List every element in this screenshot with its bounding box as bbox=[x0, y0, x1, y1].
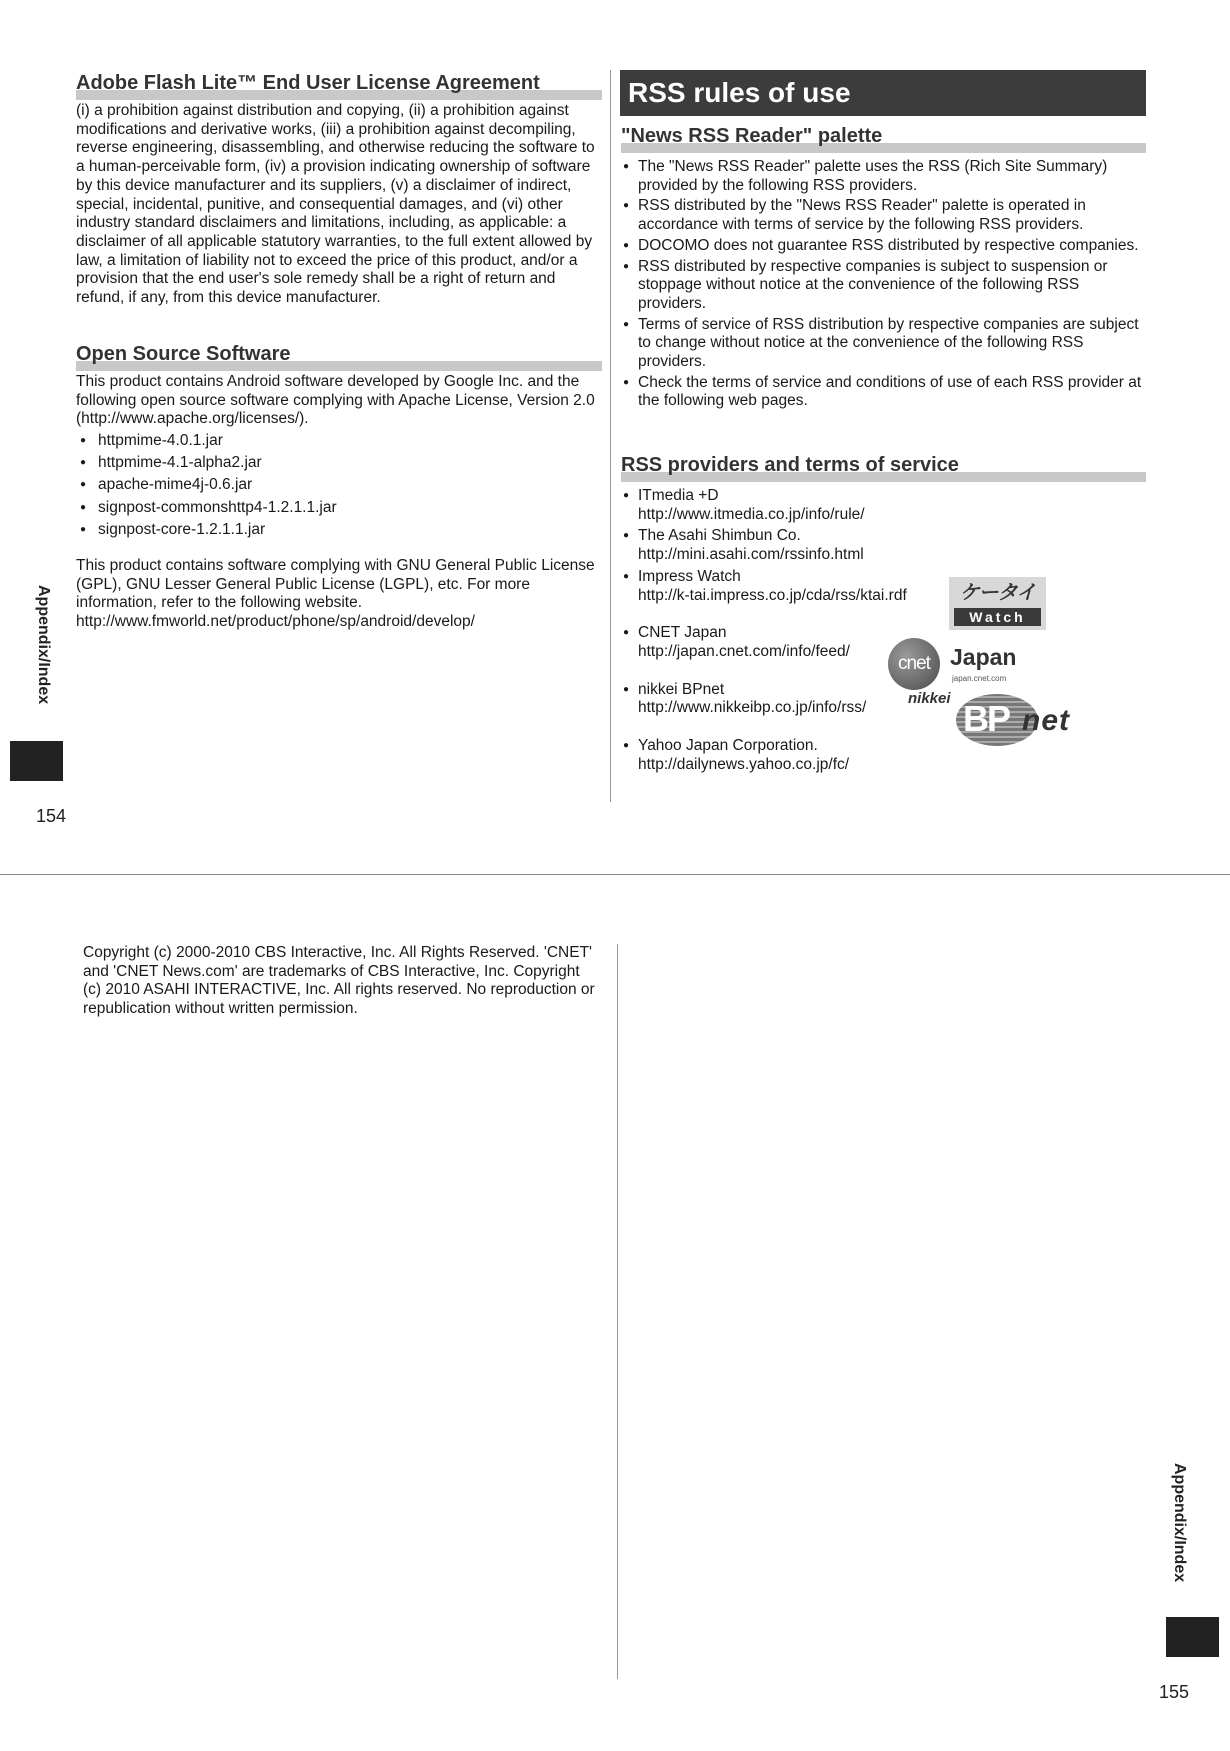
adobe-body: (i) a prohibition against distribution and copying, (ii) a prohibition against modifications and derivative works, (iii) a prohibition against decompiling, reverse engineering, disassembling, and otherwise reducing the software to a human-perceivable form, (iv) a provision indicating ownership of software by this device manufacturer and its suppliers, (v) a disclaimer of indirect, special, incidental, punitive, and consequential damages, and (vi) other industry standard disclaimers and limitations, including, as applicable: a disclaimer of all applicable statutory warranties, to the full extent allowed by law, a limitation of liability not to exceed the price of this product, and/or a provision that the end user's sole remedy shall be a right of return and refund, if any, from this device manufacturer. bbox=[76, 102, 595, 307]
page-number: 154 bbox=[36, 806, 67, 826]
jar-list bbox=[76, 432, 576, 543]
list-item: ● RSS distributed by the "News RSS Reader" palette is operated in accordance with terms of service by the following RSS providers. bbox=[622, 197, 1147, 234]
net-logo-text: net bbox=[1022, 704, 1070, 737]
provider-asahi: ● The Asahi Shimbun Co. http://mini.asahi.com/rssinfo.html bbox=[622, 527, 942, 564]
cnet-circle-icon: cnet bbox=[888, 638, 940, 690]
gpl-url[interactable]: http://www.fmworld.net/product/phone/sp/android/develop/ bbox=[76, 613, 475, 631]
rss-rules-list bbox=[622, 158, 1147, 411]
gpl-text: This product contains software complying with GNU General Public License (GPL), GNU Lesser General Public License (LGPL), etc. For more information, refer to the following website. http://www.fmworld.net/product/phone/sp/android/develop/ bbox=[76, 557, 595, 631]
provider-yahoo: ● Yahoo Japan Corporation. http://dailynews.yahoo.co.jp/fc/ bbox=[622, 737, 942, 774]
ktai-logo-text: ケータイ bbox=[959, 580, 1036, 604]
palette-heading: "News RSS Reader" palette bbox=[621, 123, 1146, 153]
provider-itmedia: ● ITmedia +D http://www.itmedia.co.jp/info/rule/ bbox=[622, 487, 942, 524]
list-item: ● Check the terms of service and conditions of use of each RSS provider at the following web pages. bbox=[622, 374, 1147, 411]
copyright-text: Copyright (c) 2000-2010 CBS Interactive, Inc. All Rights Reserved. 'CNET' and 'CNET News.com' are trademarks of CBS Interactive, Inc. Copyright (c) 2010 ASAHI INTERACTIVE, Inc. All rights reserved. No reproduction or republication without written permission. bbox=[83, 944, 595, 1018]
list-item: ● apache-mime4j-0.6.jar bbox=[76, 476, 576, 495]
oss-heading: Open Source Software bbox=[76, 341, 602, 371]
column-divider bbox=[610, 70, 611, 802]
provider-url[interactable]: http://mini.asahi.com/rssinfo.html bbox=[638, 546, 864, 564]
adobe-heading: Adobe Flash Lite™ End User License Agreement bbox=[76, 70, 602, 100]
provider-url[interactable]: http://www.itmedia.co.jp/info/rule/ bbox=[638, 505, 865, 523]
rss-banner: RSS rules of use bbox=[620, 70, 1146, 116]
provider-impress: ● Impress Watch http://k-tai.impress.co.jp/cda/rss/ktai.rdf bbox=[622, 568, 942, 605]
nikkei-bpnet-logo bbox=[908, 690, 1094, 748]
provider-url[interactable]: http://dailynews.yahoo.co.jp/fc/ bbox=[638, 755, 850, 773]
list-item: ● httpmime-4.0.1.jar bbox=[76, 432, 576, 451]
provider-url[interactable]: http://japan.cnet.com/info/feed/ bbox=[638, 642, 850, 660]
page-divider bbox=[0, 874, 1230, 875]
page-number: 155 bbox=[1159, 1682, 1190, 1702]
providers-heading: RSS providers and terms of service bbox=[621, 452, 1146, 482]
side-tab bbox=[1166, 1617, 1219, 1657]
side-label: Appendix/Index bbox=[1171, 1463, 1188, 1583]
japan-logo-text: Japan bbox=[950, 644, 1017, 670]
side-label: Appendix/Index bbox=[35, 585, 52, 705]
list-item: ● DOCOMO does not guarantee RSS distributed by respective companies. bbox=[622, 237, 1147, 256]
list-item: ● signpost-core-1.2.1.1.jar bbox=[76, 521, 576, 540]
oss-intro: This product contains Android software developed by Google Inc. and the following open source software complying with Apache License, Version 2.0 (http://www.apache.org/licenses/). bbox=[76, 373, 595, 428]
list-item: ● The "News RSS Reader" palette uses the RSS (Rich Site Summary) provided by the following RSS providers. bbox=[622, 158, 1147, 195]
column-divider bbox=[617, 944, 618, 1679]
provider-cnet: ● CNET Japan http://japan.cnet.com/info/feed/ bbox=[622, 624, 942, 661]
nikkei-logo-text: nikkei bbox=[908, 690, 951, 707]
side-tab bbox=[10, 741, 63, 781]
provider-list bbox=[622, 487, 942, 774]
list-item: ● signpost-commonshttp4-1.2.1.1.jar bbox=[76, 499, 576, 518]
cnet-sub-text: japan.cnet.com bbox=[952, 674, 1007, 683]
cnet-japan-logo bbox=[888, 636, 1028, 692]
list-item: ● RSS distributed by respective companies is subject to suspension or stoppage without notice at the convenience of the following RSS providers. bbox=[622, 258, 1147, 314]
bp-logo-text: BP bbox=[963, 698, 1010, 739]
provider-nikkei: ● nikkei BPnet http://www.nikkeibp.co.jp/info/rss/ bbox=[622, 681, 942, 718]
provider-url[interactable]: http://k-tai.impress.co.jp/cda/rss/ktai.rdf bbox=[638, 586, 907, 604]
list-item: ● Terms of service of RSS distribution by respective companies are subject to change without notice at the convenience of the following RSS providers. bbox=[622, 316, 1147, 372]
provider-url[interactable]: http://www.nikkeibp.co.jp/info/rss/ bbox=[638, 699, 867, 717]
list-item: ● httpmime-4.1-alpha2.jar bbox=[76, 454, 576, 473]
ktai-watch-logo bbox=[949, 577, 1046, 630]
watch-logo-text: Watch bbox=[954, 608, 1041, 626]
